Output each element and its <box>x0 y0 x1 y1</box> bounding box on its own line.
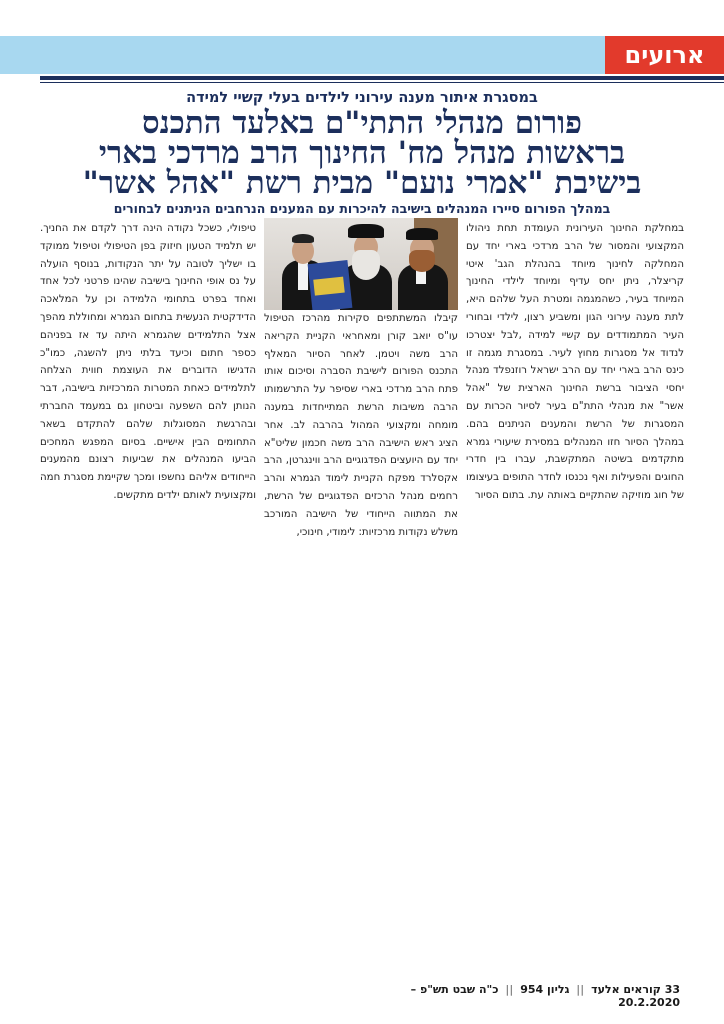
top-banner <box>0 36 724 74</box>
headline-line: פורום מנהלי התתי"ם באלעד התכנס <box>141 105 583 141</box>
issue-number: גליון 954 <box>520 983 570 996</box>
headline-line: בראשות מנהל מח' החינוך הרב מרדכי בארי <box>98 135 626 171</box>
page-number: 33 <box>664 983 680 996</box>
gregorian-date: 20.2.2020 <box>618 996 680 1009</box>
footer-separator: || <box>576 983 585 996</box>
header-rule <box>40 76 724 80</box>
person-right <box>392 222 452 310</box>
article-headline <box>40 105 684 201</box>
article-photo <box>264 218 458 310</box>
magazine-name: קוראים אלעד <box>591 983 661 996</box>
article-column-right: במחלקת החינוך העירונית העומדת תחת ניהולו המקצועי והמסור של הרב מרדכי בארי יחד עם המחלקה לחינוך מיוחד בהנהלת הגב' איטי קריצלר, ניתן יחס עדיף ומיוחד לילדי החינוך המיוחד בעיר, כשהמגמה ומטרת העל שלהם היא, לתת מענה עירוני הגון ומשביע רצון, לילדי ובחורי העיר המתמודדים עם קשיי למידה ,לבל יצטרכו לנדוד אל מסגרות מחוץ לעיר. במסגרת מגמה זו כינס הרב בארי יחד עם הרב ישראל רוזנפלד מנהל יחסי הציבור ברשת החינוך הארצית של "אהל אשר" את מנהלי התת"ם בעיר לסיור הכרות עם המסגרות של הרשת והמענים הניתנים בהם. במהלך הסיור חזו המנהלים במסירת שיעורי גמרא מתקדמים בשיטה המתקשבת, עברו בין חדרי החוגים והפעילות ואף נכנסו לחדר התופים בעיצומו של חוג מוזיקה שהתקיים באותה עת. בתום הסיור <box>466 223 684 501</box>
header-rule-thin <box>40 82 724 83</box>
section-label: ארועים <box>605 36 724 74</box>
page-footer <box>380 983 680 1009</box>
article-column-left: טיפולי, כשכל נקודה הינה דרך לקדם את החניך. יש תלמיד הטעון חיזוק בפן הטיפולי וטיפול ממוקד בו ישליך לטובה על יתר הנקודות, בנוסף הועלה על נס אופי החינוך בישיבה שהינו פרטני לכל אחד ואחד בפרט בתחומי הלמידה וכן על המלאכה הדידקטית הנעשית בתחום הגמרא ומחוללת מהפך אצל התלמידים שהגמרא היתה עד אז בפניהם כספר חתום וכיעד בלתי ניתן להשגה, כמו"כ הדגישו הדוברים את העוצמת חווית הצלחה לתלמידים כאחת המטרות המרכזיות בישיבה, דבר הנותן להם השפעה וביטחון גם במעמד החברתי ובהרגשת המסוגלות שלהם להתקדם בשאר התחומים הבין אישיים. בסיום המפגש המחכים הביעו המנהלים את שביעות רצונם מהמענים הייחודים אליהם נחשפו ומכך שקיימת מסגרת חמה ומקצועית לאותם ילדים מתקשים. <box>40 223 256 501</box>
article-kicker: במסגרת איתור מענה עירוני לילדים בעלי קשיי למידה <box>186 90 538 106</box>
article-subhead: במהלך הפורום סיירו המנהלים בישיבה להיכרות עם המענים הנרחבים הניתנים לבחורים <box>113 201 611 216</box>
magazine-held <box>308 260 353 310</box>
footer-separator: || <box>505 983 514 996</box>
headline-line: בישיבת "אמרי נועם" מבית רשת "אהל אשר" <box>82 165 642 201</box>
hebrew-date: כ"ה שבט תש"פ – <box>410 983 499 996</box>
article-column-middle: קיבלו המשתתפים סקירות מהרכז הטיפול עו"ס יואב קורן ומאחראי הקניית הקריאה הרב משה ויטמן. לאחר הסיור המאלף התכנס הפורום לישיבת הסברה וסיכום אותו פתח הרב מרדכי בארי שסיפר על התרשמותו הרבה משיבות הרשת המתייחדות במענה מומחה ומקצועי המהול בהרבה לב. אחר הציג ראש הישיבה הרב משה חכמון שליט"א יחד עם היועצים הפדגוגיים הרב ווינגרטן, הרב אקסלרד מפקח הקניית לימוד הגמרא והרב רחמים מנהל הרכזים הפדגוגיים של הרשת, את המתווה הייחודי של הישיבה המורכב משלש נקודות מרכזיות: לימודי, חינוכי, <box>264 313 458 538</box>
banner-stripe <box>0 36 605 74</box>
